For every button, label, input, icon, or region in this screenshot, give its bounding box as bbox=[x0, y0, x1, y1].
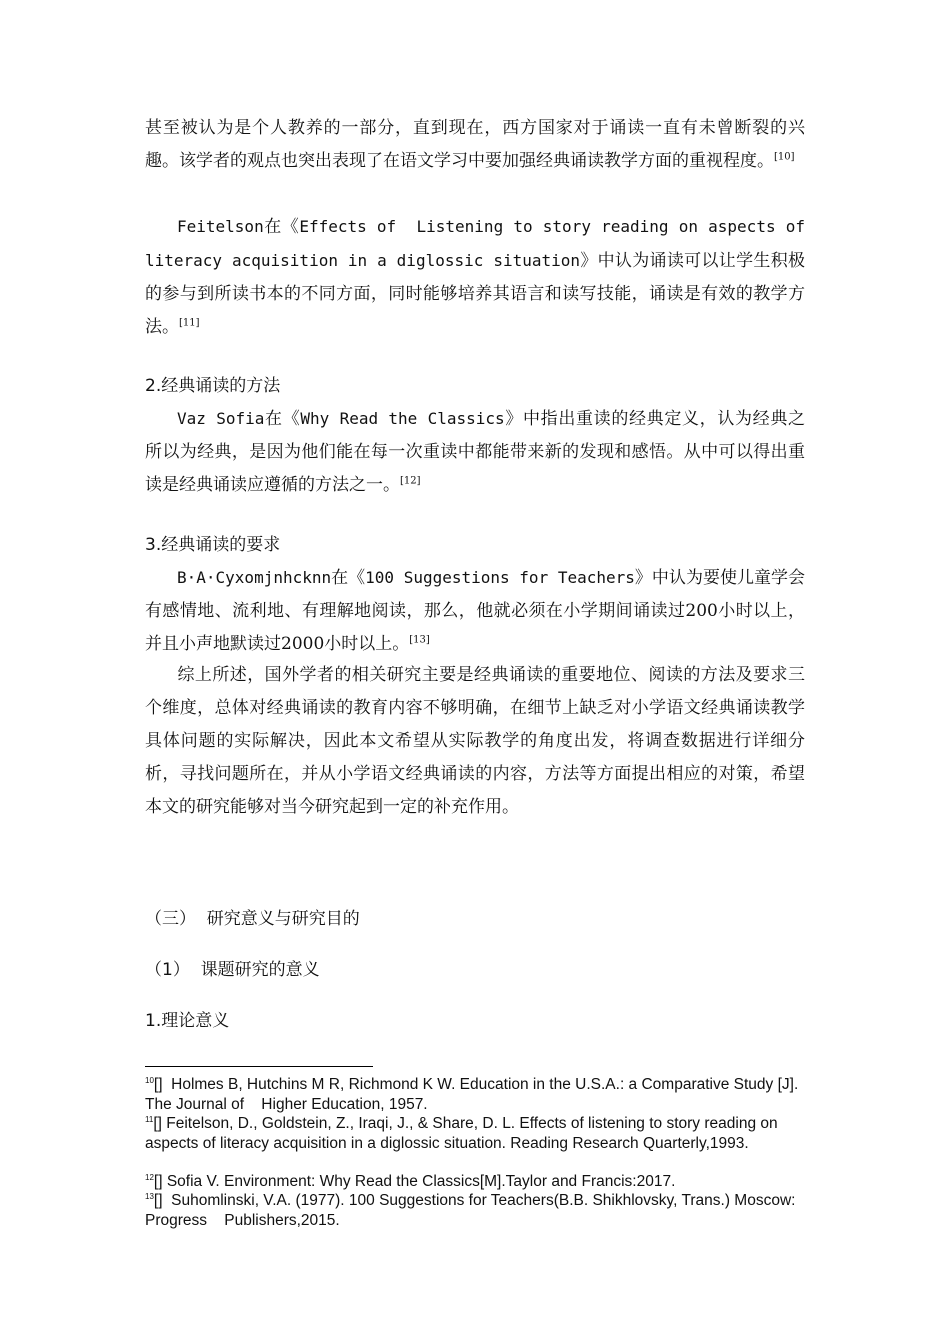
heading-theoretical-significance: 1.理论意义 bbox=[145, 1011, 230, 1031]
paragraph-vaz-sofia bbox=[145, 402, 805, 502]
footnote-number: 10 bbox=[145, 1075, 154, 1085]
paragraph-cyxomjnhcknn bbox=[145, 561, 805, 661]
footnote-number: 11 bbox=[145, 1114, 154, 1124]
paragraph-vaz-sofia-text: 》中指出重读的经典定义，认为经典之所以为经典，是因为他们能在每一次重读中都能带来新的发现和感悟。从中可以得出重读是经典诵读应遵循的方法之一。 bbox=[145, 409, 806, 495]
author-vaz-sofia: Vaz Sofia bbox=[177, 409, 265, 428]
paragraph-1 bbox=[145, 112, 805, 178]
citation-10: [10] bbox=[774, 151, 795, 163]
footnote-13 bbox=[145, 1191, 805, 1230]
footnote-10 bbox=[145, 1075, 805, 1114]
heading-classic-reading-requirements: 3.经典诵读的要求 bbox=[145, 535, 281, 555]
connector-text: 在《 bbox=[264, 409, 301, 429]
footnote-text: [] Sofia V. Environment: Why Read the Classics[M].Taylor and Francis:2017. bbox=[153, 1173, 676, 1190]
work-title-feitelson: Effects of Listening to story reading on aspects of literacy acquisition in a diglossic situation bbox=[145, 217, 815, 270]
citation-12: [12] bbox=[400, 475, 421, 487]
footnote-number: 13 bbox=[145, 1191, 154, 1201]
paragraph-cyxomjnhcknn-text: 》中认为要使儿童学会有感情地、流利地、有理解地阅读，那么，他就必须在小学期间诵读过200小时以上，并且小声地默读过2000小时以上。 bbox=[145, 568, 806, 654]
paragraph-summary bbox=[145, 659, 805, 824]
paragraph-summary-text: 综上所述，国外学者的相关研究主要是经典诵读的重要地位、阅读的方法及要求三个维度，总体对经典诵读的教育内容不够明确，在细节上缺乏对小学语文经典诵读教学具体问题的实际解决，因此本文希望从实际教学的角度出发，将调查数据进行详细分析，寻找问题所在，并从小学语文经典诵读的内容，方法等方面提出相应的对策，希望本文的研究能够对当今研究起到一定的补充作用。 bbox=[145, 665, 805, 817]
work-title-why-read: Why Read the Classics bbox=[300, 409, 505, 428]
heading-research-significance-purpose: （三） 研究意义与研究目的 bbox=[145, 909, 360, 929]
footnote-12 bbox=[145, 1172, 805, 1192]
citation-11: [11] bbox=[179, 317, 200, 329]
author-cyxomjnhcknn: B·A·Cyxomjnhcknn bbox=[177, 568, 332, 587]
author-feitelson: Feitelson bbox=[177, 217, 264, 236]
connector-text: 在《 bbox=[331, 568, 366, 588]
heading-topic-significance: （1） 课题研究的意义 bbox=[145, 960, 320, 980]
paragraph-feitelson-text: 》中认为诵读可以让学生积极的参与到所读书本的不同方面，同时能够培养其语言和读写技能，诵读是有效的教学方法。 bbox=[145, 251, 805, 337]
footnote-11 bbox=[145, 1114, 805, 1153]
footnote-text: [] Feitelson, D., Goldstein, Z., Iraqi, J., & Share, D. L. Effects of listening to story reading on aspects of literacy acquisition in a diglossic situation. Reading Research Quarterly,1993. bbox=[145, 1115, 778, 1152]
citation-13: [13] bbox=[409, 634, 430, 646]
paragraph-feitelson bbox=[145, 210, 815, 344]
work-title-100-suggestions: 100 Suggestions for Teachers bbox=[365, 568, 635, 587]
connector-text: 在《 bbox=[263, 217, 300, 237]
paragraph-1-text: 甚至被认为是个人教养的一部分，直到现在，西方国家对于诵读一直有未曾断裂的兴趣。该学者的观点也突出表现了在语文学习中要加强经典诵读教学方面的重视程度。 bbox=[145, 118, 805, 171]
footnote-text: [] Holmes B, Hutchins M R, Richmond K W. Education in the U.S.A.: a Comparative Study [J]. The Journal of Higher Education, 1957. bbox=[145, 1076, 803, 1113]
heading-classic-reading-method: 2.经典诵读的方法 bbox=[145, 376, 281, 396]
footnote-text: [] Suhomlinski, V.A. (1977). 100 Suggestions for Teachers(B.B. Shikhlovsky, Trans.) Moscow: Progress Publishers,2015. bbox=[145, 1192, 800, 1229]
footnote-number: 12 bbox=[145, 1172, 154, 1182]
footnote-separator bbox=[145, 1066, 373, 1067]
